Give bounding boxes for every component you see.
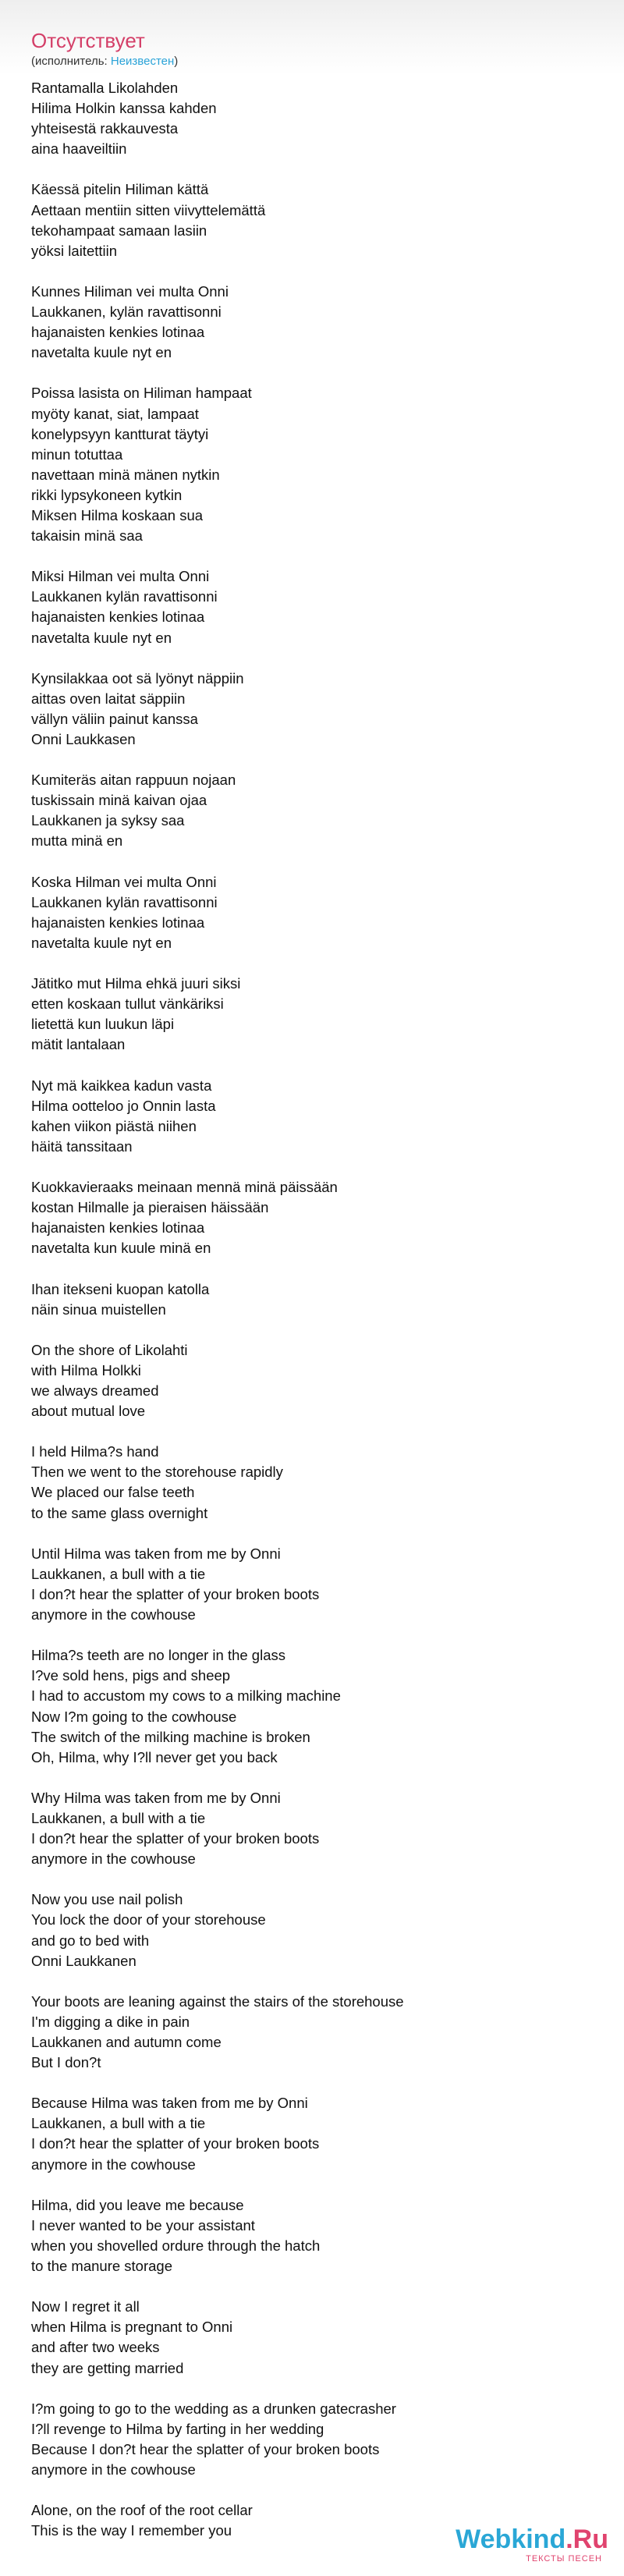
lyric-line: Käessä pitelin Hiliman kättä — [31, 181, 209, 198]
lyric-line: Onni Laukkasen — [31, 731, 136, 747]
lyric-line: Until Hilma was taken from me by Onni — [31, 1545, 281, 1562]
lyric-line: navetalta kuule nyt en — [31, 629, 172, 646]
lyric-line: Laukkanen, a bull with a tie — [31, 1565, 206, 1582]
lyric-line: kostan Hilmalle ja pieraisen häissään — [31, 1199, 269, 1216]
subtitle-suffix: ) — [174, 55, 179, 68]
lyrics-stanza — [31, 78, 593, 159]
lyric-line: lietettä kun luukun läpi — [31, 1016, 175, 1033]
lyric-line: Laukkanen ja syksy saa — [31, 812, 185, 829]
lyric-line: We placed our false teeth — [31, 1484, 195, 1501]
lyric-line: Ihan itekseni kuopan katolla — [31, 1280, 210, 1297]
lyric-line: Poissa lasista on Hiliman hampaat — [31, 385, 252, 402]
lyric-line: navettaan minä mänen nytkin — [31, 466, 220, 483]
lyrics-stanza — [31, 566, 593, 648]
lyric-line: when you shovelled ordure through the hatch — [31, 2237, 321, 2254]
site-logo[interactable] — [445, 2525, 608, 2565]
lyric-line: Now I regret it all — [31, 2298, 140, 2315]
lyric-line: aittas oven laitat säppiin — [31, 690, 186, 707]
lyric-line: Why Hilma was taken from me by Onni — [31, 1789, 281, 1806]
lyric-line: navetalta kuule nyt en — [31, 934, 172, 951]
lyric-line: when Hilma is pregnant to Onni — [31, 2319, 233, 2336]
lyric-line: Kynsilakkaa oot sä lyönyt näppiin — [31, 669, 244, 687]
lyric-line: to the same glass overnight — [31, 1504, 208, 1521]
lyric-line: I'm digging a dike in pain — [31, 2013, 190, 2030]
lyrics-stanza — [31, 2297, 593, 2378]
lyrics-stanza — [31, 2093, 593, 2174]
lyric-line: Miksen Hilma koskaan sua — [31, 506, 204, 523]
lyrics-stanza — [31, 1340, 593, 1421]
lyric-line: I never wanted to be your assistant — [31, 2216, 255, 2234]
logo-tld: .Ru — [566, 2525, 608, 2554]
lyrics-stanza — [31, 669, 593, 750]
lyric-line: hajanaisten kenkies lotinaa — [31, 1219, 205, 1237]
lyric-line: Laukkanen, a bull with a tie — [31, 1809, 206, 1826]
lyric-line: anymore in the cowhouse — [31, 2461, 196, 2478]
logo-name: Webkind — [456, 2525, 566, 2554]
lyric-line: about mutual love — [31, 1403, 146, 1420]
lyric-line: Hilima Holkin kanssa kahden — [31, 100, 217, 117]
lyric-line: they are getting married — [31, 2359, 184, 2376]
lyric-line: I don?t hear the splatter of your broken boots — [31, 1830, 320, 1847]
lyric-line: This is the way I remember you — [31, 2522, 232, 2539]
lyrics-stanza — [31, 1279, 593, 1320]
lyric-line: Because I don?t hear the splatter of your broken boots — [31, 2440, 380, 2457]
lyric-line: Hilma ootteloo jo Onnin lasta — [31, 1097, 216, 1114]
lyric-line: and go to bed with — [31, 1932, 150, 1949]
lyric-line: and after two weeks — [31, 2339, 160, 2356]
lyric-line: Jätitko mut Hilma ehkä juuri siksi — [31, 975, 241, 992]
lyric-line: hajanaisten kenkies lotinaa — [31, 324, 205, 341]
lyric-line: I don?t hear the splatter of your broken boots — [31, 2135, 320, 2152]
lyric-line: I had to accustom my cows to a milking machine — [31, 1687, 341, 1705]
lyric-line: You lock the door of your storehouse — [31, 1911, 266, 1928]
lyric-line: I?ll revenge to Hilma by farting in her wedding — [31, 2420, 324, 2437]
lyric-line: Aettaan mentiin sitten viivyttelemättä — [31, 201, 266, 218]
lyric-line: tekohampaat samaan lasiin — [31, 222, 207, 239]
lyric-line: tuskissain minä kaivan ojaa — [31, 792, 207, 809]
lyric-line: Koska Hilman vei multa Onni — [31, 873, 217, 890]
lyric-line: we always dreamed — [31, 1382, 159, 1399]
lyric-line: Laukkanen kylän ravattisonni — [31, 893, 218, 910]
lyric-line: minun totuttaa — [31, 445, 123, 463]
lyric-line: navetalta kun kuule minä en — [31, 1240, 211, 1257]
lyrics-stanza — [31, 770, 593, 851]
lyric-line: mätit lantalaan — [31, 1036, 126, 1053]
lyric-line: Kunnes Hiliman vei multa Onni — [31, 282, 229, 300]
lyric-line: häitä tanssitaan — [31, 1137, 133, 1155]
lyric-line: I?m going to go to the wedding as a drunken gatecrasher — [31, 2400, 396, 2417]
lyric-line: Your boots are leaning against the stairs of the storehouse — [31, 1992, 404, 2010]
lyric-line: näin sinua muistellen — [31, 1300, 166, 1318]
lyrics-stanza — [31, 2399, 593, 2480]
lyric-line: Kumiteräs aitan rappuun nojaan — [31, 772, 236, 789]
lyric-line: Now you use nail polish — [31, 1891, 183, 1908]
lyric-line: On the shore of Likolahti — [31, 1341, 188, 1358]
lyrics-stanza — [31, 1076, 593, 1157]
lyric-line: konelypsyyn kantturat täytyi — [31, 425, 209, 442]
lyric-line: rikki lypsykoneen kytkin — [31, 486, 183, 503]
lyrics-stanza — [31, 1177, 593, 1258]
page-header — [0, 0, 624, 75]
lyric-line: Nyt mä kaikkea kadun vasta — [31, 1077, 212, 1094]
artist-link[interactable]: Неизвестен — [110, 55, 175, 68]
lyric-line: hajanaisten kenkies lotinaa — [31, 914, 205, 931]
lyric-line: Rantamalla Likolahden — [31, 80, 179, 96]
lyrics-stanza — [31, 974, 593, 1055]
lyric-line: Laukkanen and autumn come — [31, 2034, 222, 2050]
lyric-line: Oh, Hilma, why I?ll never get you back — [31, 1748, 278, 1765]
artist-subtitle — [31, 55, 178, 69]
lyric-line: The switch of the milking machine is broken — [31, 1728, 310, 1745]
lyrics-stanza — [31, 282, 593, 363]
lyrics-stanza — [31, 1889, 593, 1971]
lyric-line: mutta minä en — [31, 832, 123, 850]
lyric-line: anymore in the cowhouse — [31, 1606, 196, 1623]
lyrics-stanza — [31, 1645, 593, 1768]
lyric-line: with Hilma Holkki — [31, 1361, 141, 1378]
lyric-line: hajanaisten kenkies lotinaa — [31, 609, 205, 626]
lyric-line: Hilma?s teeth are no longer in the glass — [31, 1647, 285, 1664]
lyric-line: navetalta kuule nyt en — [31, 344, 172, 361]
lyrics-stanza — [31, 1442, 593, 1523]
lyric-line: Onni Laukkanen — [31, 1952, 136, 1969]
page-title: Отсутствует — [31, 29, 145, 52]
lyric-line: Kuokkavieraaks meinaan mennä minä päissään — [31, 1179, 338, 1196]
lyric-line: I?ve sold hens, pigs and sheep — [31, 1667, 231, 1684]
lyric-line: myöty kanat, siat, lampaat — [31, 405, 199, 422]
lyrics-stanza — [31, 179, 593, 261]
lyric-line: yhteisestä rakkauvesta — [31, 120, 179, 137]
logo-tagline: ТЕКСТЫ ПЕСЕН — [526, 2554, 602, 2564]
lyrics-stanza — [31, 2195, 593, 2276]
lyric-line: Laukkanen, kylän ravattisonni — [31, 303, 222, 321]
lyric-line: yöksi laitettiin — [31, 242, 118, 259]
lyrics-body — [31, 78, 593, 2561]
lyric-line: Hilma, did you leave me because — [31, 2196, 244, 2213]
lyric-line: Now I?m going to the cowhouse — [31, 1708, 237, 1725]
lyric-line: Because Hilma was taken from me by Onni — [31, 2095, 308, 2112]
lyrics-stanza — [31, 872, 593, 953]
lyric-line: etten koskaan tullut vänkäriksi — [31, 995, 224, 1013]
lyrics-stanza — [31, 1788, 593, 1869]
lyric-line: Laukkanen, a bull with a tie — [31, 2115, 206, 2132]
lyric-line: kahen viikon piästä niihen — [31, 1117, 197, 1134]
lyric-line: anymore in the cowhouse — [31, 2156, 196, 2173]
lyric-line: aina haaveiltiin — [31, 140, 127, 158]
lyric-line: I held Hilma?s hand — [31, 1443, 159, 1460]
lyric-line: anymore in the cowhouse — [31, 1850, 196, 1868]
lyric-line: Alone, on the roof of the root cellar — [31, 2502, 253, 2519]
lyric-line: takaisin minä saa — [31, 527, 143, 545]
lyric-line: to the manure storage — [31, 2258, 172, 2275]
subtitle-prefix: (исполнитель: — [31, 55, 111, 68]
lyric-line: vällyn väliin painut kanssa — [31, 710, 198, 727]
lyrics-stanza — [31, 1992, 593, 2073]
lyric-line: Laukkanen kylän ravattisonni — [31, 588, 218, 605]
lyrics-stanza — [31, 1544, 593, 1625]
lyric-line: Then we went to the storehouse rapidly — [31, 1464, 283, 1481]
lyric-line: But I don?t — [31, 2054, 101, 2071]
lyrics-stanza — [31, 383, 593, 546]
lyric-line: I don?t hear the splatter of your broken boots — [31, 1585, 320, 1602]
lyric-line: Miksi Hilman vei multa Onni — [31, 568, 210, 585]
